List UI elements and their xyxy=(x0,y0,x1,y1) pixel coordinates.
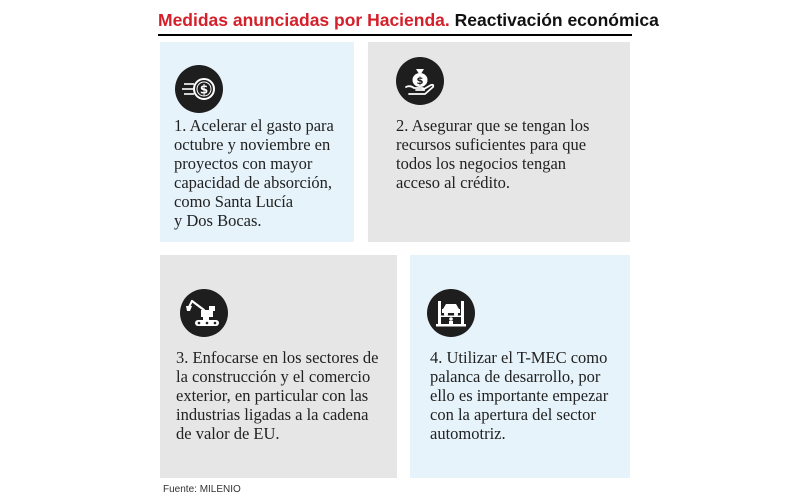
text-line: industrias ligadas a la cadena xyxy=(176,405,369,424)
measure-card-2 xyxy=(368,42,630,242)
measure-1-text xyxy=(174,116,350,230)
excavator-icon xyxy=(180,289,228,337)
text-line: y Dos Bocas. xyxy=(174,211,262,230)
title-divider xyxy=(158,34,632,36)
measure-card-1 xyxy=(160,42,354,242)
measure-4-text xyxy=(430,348,628,443)
infographic-title xyxy=(158,9,659,33)
title-subtitle: Reactivación económica xyxy=(454,10,659,30)
source-credit: Fuente: MILENIO xyxy=(163,484,241,495)
fast-money-icon xyxy=(175,65,223,113)
money-bag-hand-icon xyxy=(396,57,444,105)
text-line: automotriz. xyxy=(430,424,506,443)
measure-card-3 xyxy=(160,255,397,478)
text-line: palanca de desarrollo, por xyxy=(430,367,601,386)
text-line: 2. Asegurar que se tengan los xyxy=(396,116,590,135)
text-line: como Santa Lucía xyxy=(174,192,294,211)
text-line: proyectos con mayor xyxy=(174,154,313,173)
text-line: todos los negocios tengan xyxy=(396,154,567,173)
text-line: la construcción y el comercio xyxy=(176,367,371,386)
text-line: 4. Utilizar el T-MEC como xyxy=(430,348,608,367)
measure-2-text xyxy=(396,116,628,192)
measure-3-text xyxy=(176,348,395,443)
text-line: ello es importante empezar xyxy=(430,386,609,405)
svg-text:$: $ xyxy=(199,82,209,97)
title-highlight: Medidas anunciadas por Hacienda. xyxy=(158,10,450,30)
text-line: exterior, en particular con las xyxy=(176,386,369,405)
text-line: de valor de EU. xyxy=(176,424,280,443)
text-line: octubre y noviembre en xyxy=(174,135,331,154)
measure-card-4 xyxy=(410,255,630,478)
text-line: capacidad de absorción, xyxy=(174,173,333,192)
text-line: con la apertura del sector xyxy=(430,405,596,424)
text-line: 3. Enfocarse en los sectores de xyxy=(176,348,379,367)
text-line: acceso al crédito. xyxy=(396,173,511,192)
car-lift-icon xyxy=(427,289,475,337)
text-line: 1. Acelerar el gasto para xyxy=(174,116,334,135)
svg-text:$: $ xyxy=(416,76,424,87)
text-line: recursos suficientes para que xyxy=(396,135,587,154)
